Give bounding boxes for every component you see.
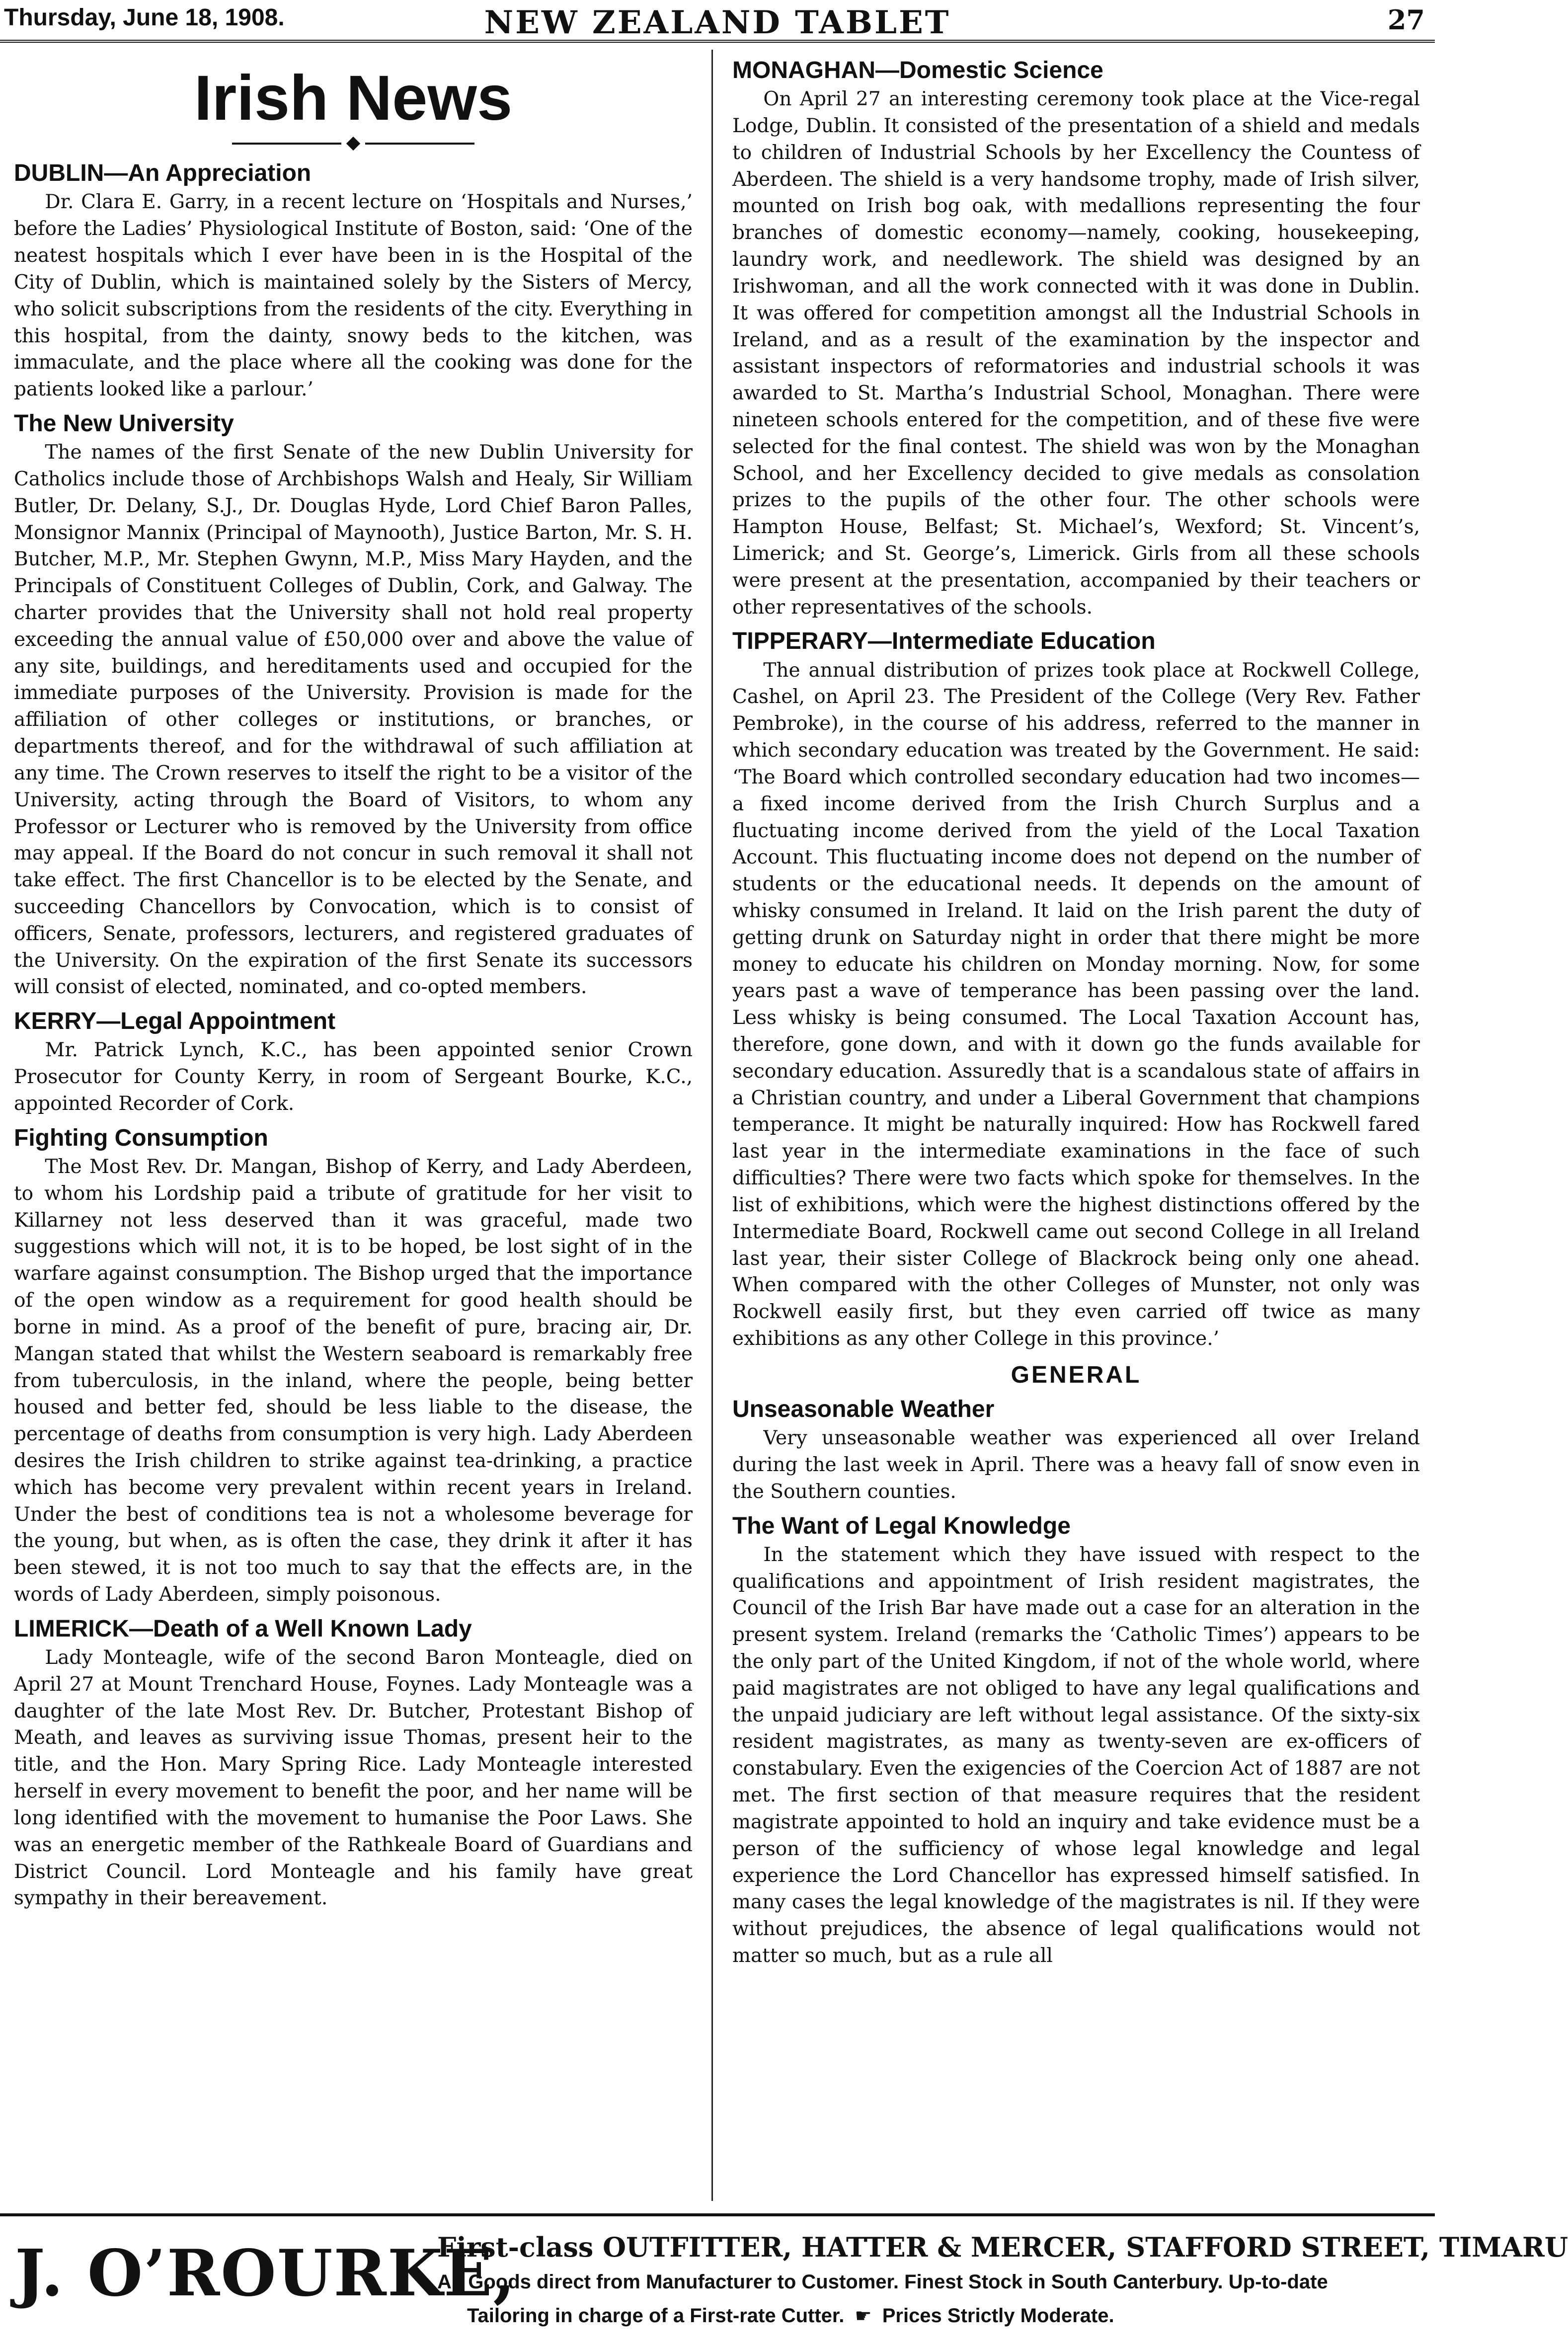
page-title: Irish News <box>194 63 513 134</box>
ornament-divider <box>14 139 693 149</box>
right-column <box>732 50 1420 2201</box>
ad-line-goods: All Goods direct from Manufacturer to Customer. Finest Stock in South Canterbury. Up-to-date <box>437 2271 1328 2293</box>
ad-prices-text: Prices Strictly Moderate. <box>882 2305 1114 2327</box>
pointing-hand-icon: ☛ <box>855 2306 872 2327</box>
article-paragraph: The Most Rev. Dr. Mangan, Bishop of Kerry, and Lady Aberdeen, to whom his Lordship paid a tribute of gratitude for her visit to Killarney not less deserved than it was graceful, made two suggestions which will not, it is to be hoped, be lost sight of in the warfare against consumption. The Bishop urged that the importance of the open window as a requirement for good health should be borne in mind. As a proof of the benefit of pure, bracing air, Dr. Mangan stated that whilst the Western seaboard is remarkably free from tuberculosis, in the inland, where the people, being better housed and better fed, should be less liable to the disease, the percentage of deaths from consumption is very high. Lady Aberdeen desires the Irish children to strike against tea-drinking, a practice which has become very prevalent within recent years in Ireland. Under the best of conditions tea is not a wholesome beverage for the young, but when, as is often the case, they drink it after it has been stewed, it is not too much to say that the effects are, in the words of Lady Aberdeen, simply poisonous. <box>14 1156 693 1606</box>
article-heading: DUBLIN—An Appreciation <box>14 160 312 187</box>
article-heading: The Want of Legal Knowledge <box>732 1512 1071 1539</box>
article-paragraph: Mr. Patrick Lynch, K.C., has been appointed senior Crown Prosecutor for County Kerry, in room of Sergeant Bourke, K.C., appointed Recorder of Cork. <box>14 1039 693 1115</box>
rule-line <box>232 143 341 145</box>
article-kerry <box>14 1008 693 1117</box>
article-new-university <box>14 410 693 1001</box>
rule-line <box>365 143 474 145</box>
article-heading: Unseasonable Weather <box>732 1396 995 1422</box>
article-heading: TIPPERARY—Intermediate Education <box>732 628 1156 655</box>
article-legal-knowledge <box>732 1512 1420 1969</box>
column-divider <box>711 50 713 2201</box>
page-number: 27 <box>1387 4 1425 36</box>
advertiser-name: J. O’ROURKE, <box>15 2236 517 2311</box>
article-paragraph: The annual distribution of prizes took place at Rockwell College, Cashel, on April 23. The President of the College (Very Rev. Father Pembroke), in the course of his address, referred to the manner in which secondary education was treated by the Government. He said: ‘The Board which controlled secondary education had two incomes—a fixed income derived from the Irish Church Surplus and a fluctuating income derived from the yield of the Local Taxation Account. This fluctuating income does not depend on the number of students or the educational needs. It depends on the amount of whisky consumed in Ireland. It laid on the Irish parent the duty of getting drunk on Saturday night in order that there might be more money to educate his children on Monday morning. Now, for some years past a wave of temperance has been passing over the land. Less whisky is being consumed. The Local Taxation Account has, therefore, gone down, and with it down go the funds available for secondary education. Assuredly that is a scandalous state of affairs in a Christian country, and under a Liberal Government that champions temperance. It might be naturally inquired: How has Rockwell fared last year in the intermediate examinations in the face of such difficulties? There were two facts which spoke for themselves. In the list of exhibitions, which were the highest distinctions offered by the Intermediate Board, Rockwell came out second College in all Ireland last year, their sister College of Blackrock being only one ahead. When compared with the other Colleges of Munster, not only was Rockwell easily first, but they even carried off twice as many exhibitions as any other College in this province.’ <box>732 659 1420 1350</box>
article-heading: LIMERICK—Death of a Well Known Lady <box>14 1615 472 1642</box>
diamond-icon <box>346 137 360 151</box>
article-fighting-consumption <box>14 1124 693 1608</box>
article-limerick <box>14 1615 693 1912</box>
article-heading: Fighting Consumption <box>14 1124 268 1151</box>
advertisement <box>0 2213 1568 2347</box>
article-paragraph: The names of the first Senate of the new Dublin University for Catholics include those of Archbishops Walsh and Healy, Sir William Butler, Dr. Delany, S.J., Dr. Douglas Hyde, Lord Chief Baron Palles, Monsignor Mannix (Principal of Maynooth), Justice Barton, Mr. S. H. Butcher, M.P., Mr. Stephen Gwynn, M.P., Miss Mary Hayden, and the Principals of Constituent Colleges of Dublin, Cork, and Galway. The charter provides that the University shall not hold real property exceeding the annual value of £50,000 over and above the value of any site, buildings, and hereditaments used and occupied for the immediate purposes of the University. Provision is made for the affiliation of other colleges or institutions, or branches, or departments thereof, and for the withdrawal of such affiliation at any time. The Crown reserves to itself the right to be a visitor of the University, acting through the Board of Visitors, to whom any Professor or Lecturer who is removed by the University from office may appeal. If the Board do not concur in such removal it shall not take effect. The first Chancellor is to be elected by the Senate, and succeeding Chancellors by Convocation, which is to consist of officers, Senate, professors, lecturers, and registered graduates of the University. On the expiration of the first Senate its successors will consist of elected, nominated, and co-opted members. <box>14 441 693 999</box>
section-label-general: GENERAL <box>1011 1361 1142 1388</box>
article-paragraph: In the statement which they have issued with respect to the qualifications and appointment of Irish resident magistrates, the Council of the Irish Bar have made out a case for an alteration in the present system. Ireland (remarks the ‘Catholic Times’) appears to be the only part of the United Kingdom, if not of the whole world, where paid magistrates are not obliged to have any legal qualifications and the unpaid judiciary are left without legal assistance. Of the sixty-six resident magistrates, as many as twenty-seven are ex-officers of constabulary. Even the exigencies of the Coercion Act of 1887 are not met. The first section of that measure requires that the resident magistrate appointed to hold an inquiry and take evidence must be a person of the sufficiency of whose legal knowledge and legal experience the Lord Chancellor has expressed himself satisfied. In many cases the legal knowledge of the magistrates is nil. If they were without prejudices, the absence of legal qualifications would not matter so much, but as a rule all <box>732 1543 1420 1967</box>
left-column <box>14 50 693 2201</box>
article-heading: MONAGHAN—Domestic Science <box>732 57 1103 83</box>
article-paragraph: Very unseasonable weather was experienced all over Ireland during the last week in April. There was a heavy fall of snow even in the Southern counties. <box>732 1427 1420 1503</box>
article-tipperary <box>732 627 1420 1352</box>
article-paragraph: Dr. Clara E. Garry, in a recent lecture on ‘Hospitals and Nurses,’ before the Ladies’ Physiological Institute of Boston, said: ‘One of the neatest hospitals which I ever have been in is the Hospital of the City of Dublin, which is maintained solely by the Sisters of Mercy, who solicit subscriptions from the residents of the city. Everything in this hospital, from the dainty, snowy beds to the kitchen, was immaculate, and the place where all the cooking was done for the patients looked like a parlour.’ <box>14 191 693 401</box>
article-monaghan <box>732 57 1420 621</box>
publication-title: NEW ZEALAND TABLET <box>484 4 951 41</box>
ad-tailoring-text: Tailoring in charge of a First-rate Cutter. <box>467 2305 845 2327</box>
article-unseasonable-weather <box>732 1396 1420 1505</box>
masthead <box>0 0 1435 43</box>
article-heading: KERRY—Legal Appointment <box>14 1008 336 1035</box>
article-dublin <box>14 159 693 403</box>
article-paragraph: On April 27 an interesting ceremony took place at the Vice-regal Lodge, Dublin. It consisted of the presentation of a shield and medals to children of Industrial Schools by her Excellency the Countess of Aberdeen. The shield is a very handsome trophy, made of Irish silver, mounted on Irish bog oak, with medallions representing the four branches of domestic economy—namely, cooking, housekeeping, laundry work, and needlework. The shield was designed by an Irishwoman, and all the work connected with it was done in Dublin. It was offered for competition amongst all the Industrial Schools in Ireland, and as a result of the examination by the inspector and assistant inspectors of reformatories and industrial schools it was awarded to St. Martha’s Industrial School, Monaghan. There were nineteen schools entered for the competition, and of these five were selected for the final contest. The shield was won by the Monaghan School, and her Excellency decided to give medals as consolation prizes to the pupils of the other four. The other schools were Hampton House, Belfast; St. Michael’s, Wexford; St. Vincent’s, Limerick; and St. George’s, Limerick. Girls from all these schools were present at the presentation, accompanied by their teachers or other representatives of the schools. <box>732 88 1420 619</box>
ad-line-outfitter: First-class OUTFITTER, HATTER & MERCER, STAFFORD STREET, TIMARU <box>437 2231 1568 2263</box>
ad-line-tailoring <box>467 2305 1421 2327</box>
article-heading: The New University <box>14 410 234 437</box>
article-paragraph: Lady Monteagle, wife of the second Baron Monteagle, died on April 27 at Mount Trenchard House, Foynes. Lady Monteagle was a daughter of the late Most Rev. Dr. Butcher, Protestant Bishop of Meath, and leaves as surviving issue Thomas, present heir to the title, and the Hon. Mary Spring Rice. Lady Monteagle interested herself in every movement to benefit the poor, and her name will be long identified with the movement to humanise the Poor Laws. She was an energetic member of the Rathkeale Board of Guardians and District Council. Lord Monteagle and his family have great sympathy in their bereavement. <box>14 1646 693 1910</box>
issue-date: Thursday, June 18, 1908. <box>4 4 285 31</box>
